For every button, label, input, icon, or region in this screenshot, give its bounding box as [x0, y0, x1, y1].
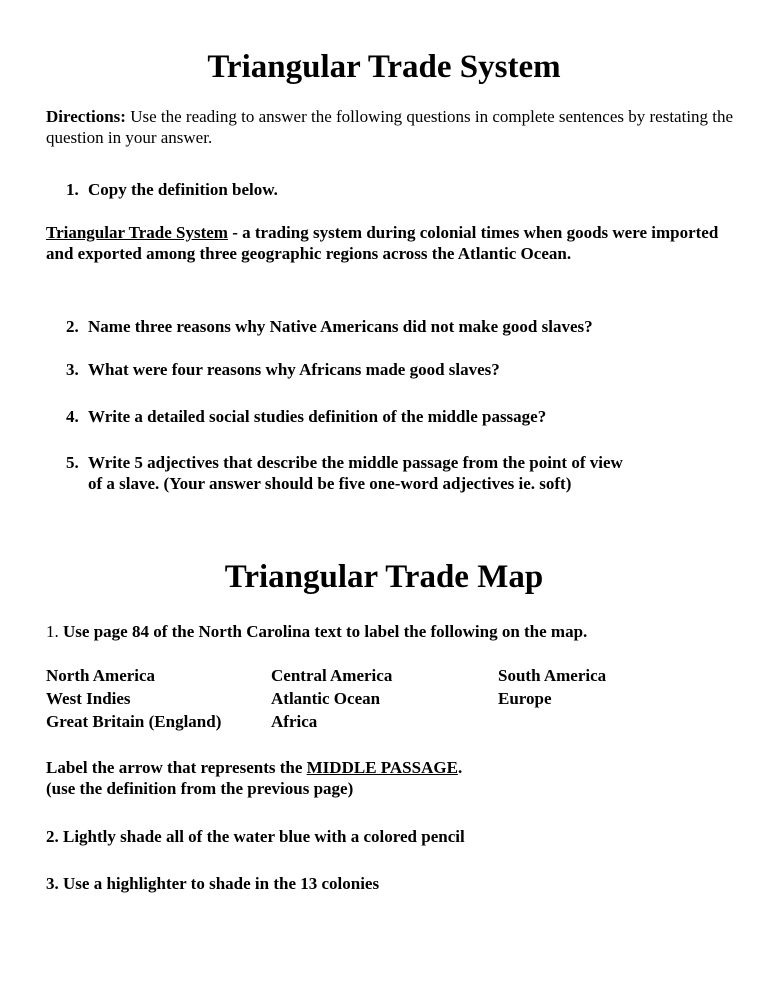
- label-column-3: [498, 664, 606, 710]
- question-number: 4.: [66, 407, 79, 426]
- label-item: South America: [498, 666, 607, 685]
- label-item: Central America: [271, 666, 393, 685]
- instruction-text: Use page 84 of the North Carolina text to label the following on the map.: [58, 622, 588, 641]
- question-2: [66, 316, 736, 337]
- page-title: Triangular Trade System: [207, 49, 561, 85]
- label-item: North America: [46, 666, 156, 685]
- question-text: Copy the definition below.: [88, 180, 278, 199]
- label-column-1: [46, 664, 221, 733]
- instruction-number: 1.: [46, 622, 59, 641]
- question-5: [66, 452, 736, 494]
- middle-passage-text: Label the arrow that represents the: [46, 758, 307, 777]
- question-number: 5.: [66, 453, 79, 472]
- directions: [46, 106, 736, 148]
- question-1: [66, 179, 736, 200]
- definition-text: - a trading system during colonial times when goods were imported and exported among three geographic regions across the Atlantic Ocean.: [46, 223, 719, 263]
- label-item: Great Britain (England): [46, 712, 222, 731]
- label-item: Africa: [271, 712, 318, 731]
- question-number: 3.: [66, 360, 79, 379]
- question-3: [66, 359, 736, 380]
- question-4: [66, 406, 736, 427]
- question-text: Write a detailed social studies definition of the middle passage?: [88, 407, 547, 426]
- label-item: Atlantic Ocean: [271, 689, 381, 708]
- question-text: What were four reasons why Africans made good slaves?: [88, 360, 500, 379]
- middle-passage-term: MIDDLE PASSAGE: [306, 758, 458, 777]
- middle-passage-period: .: [457, 758, 463, 777]
- label-item: Europe: [498, 689, 552, 708]
- middle-passage-note: (use the definition from the previous page): [46, 779, 354, 798]
- definition-term: Triangular Trade System: [46, 223, 228, 242]
- label-item: West Indies: [46, 689, 131, 708]
- instruction-step-2: 2. Lightly shade all of the water blue with a colored pencil: [46, 827, 465, 846]
- instruction-step-3: 3. Use a highlighter to shade in the 13 colonies: [46, 874, 380, 893]
- directions-text: Use the reading to answer the following questions in complete sentences by restating the question in your answer.: [46, 107, 734, 147]
- question-text-line-1: Write 5 adjectives that describe the middle passage from the point of view: [88, 453, 623, 472]
- label-column-2: [271, 664, 392, 733]
- directions-label: Directions:: [46, 107, 126, 126]
- section-title: Triangular Trade Map: [224, 559, 544, 595]
- middle-passage-instruction: [46, 757, 736, 799]
- question-text: Name three reasons why Native Americans did not make good slaves?: [88, 317, 593, 336]
- map-instruction: [46, 621, 736, 642]
- definition: [46, 222, 736, 264]
- question-text-line-2: of a slave. (Your answer should be five one-word adjectives ie. soft): [88, 474, 572, 493]
- question-number: 1.: [66, 180, 79, 199]
- question-number: 2.: [66, 317, 79, 336]
